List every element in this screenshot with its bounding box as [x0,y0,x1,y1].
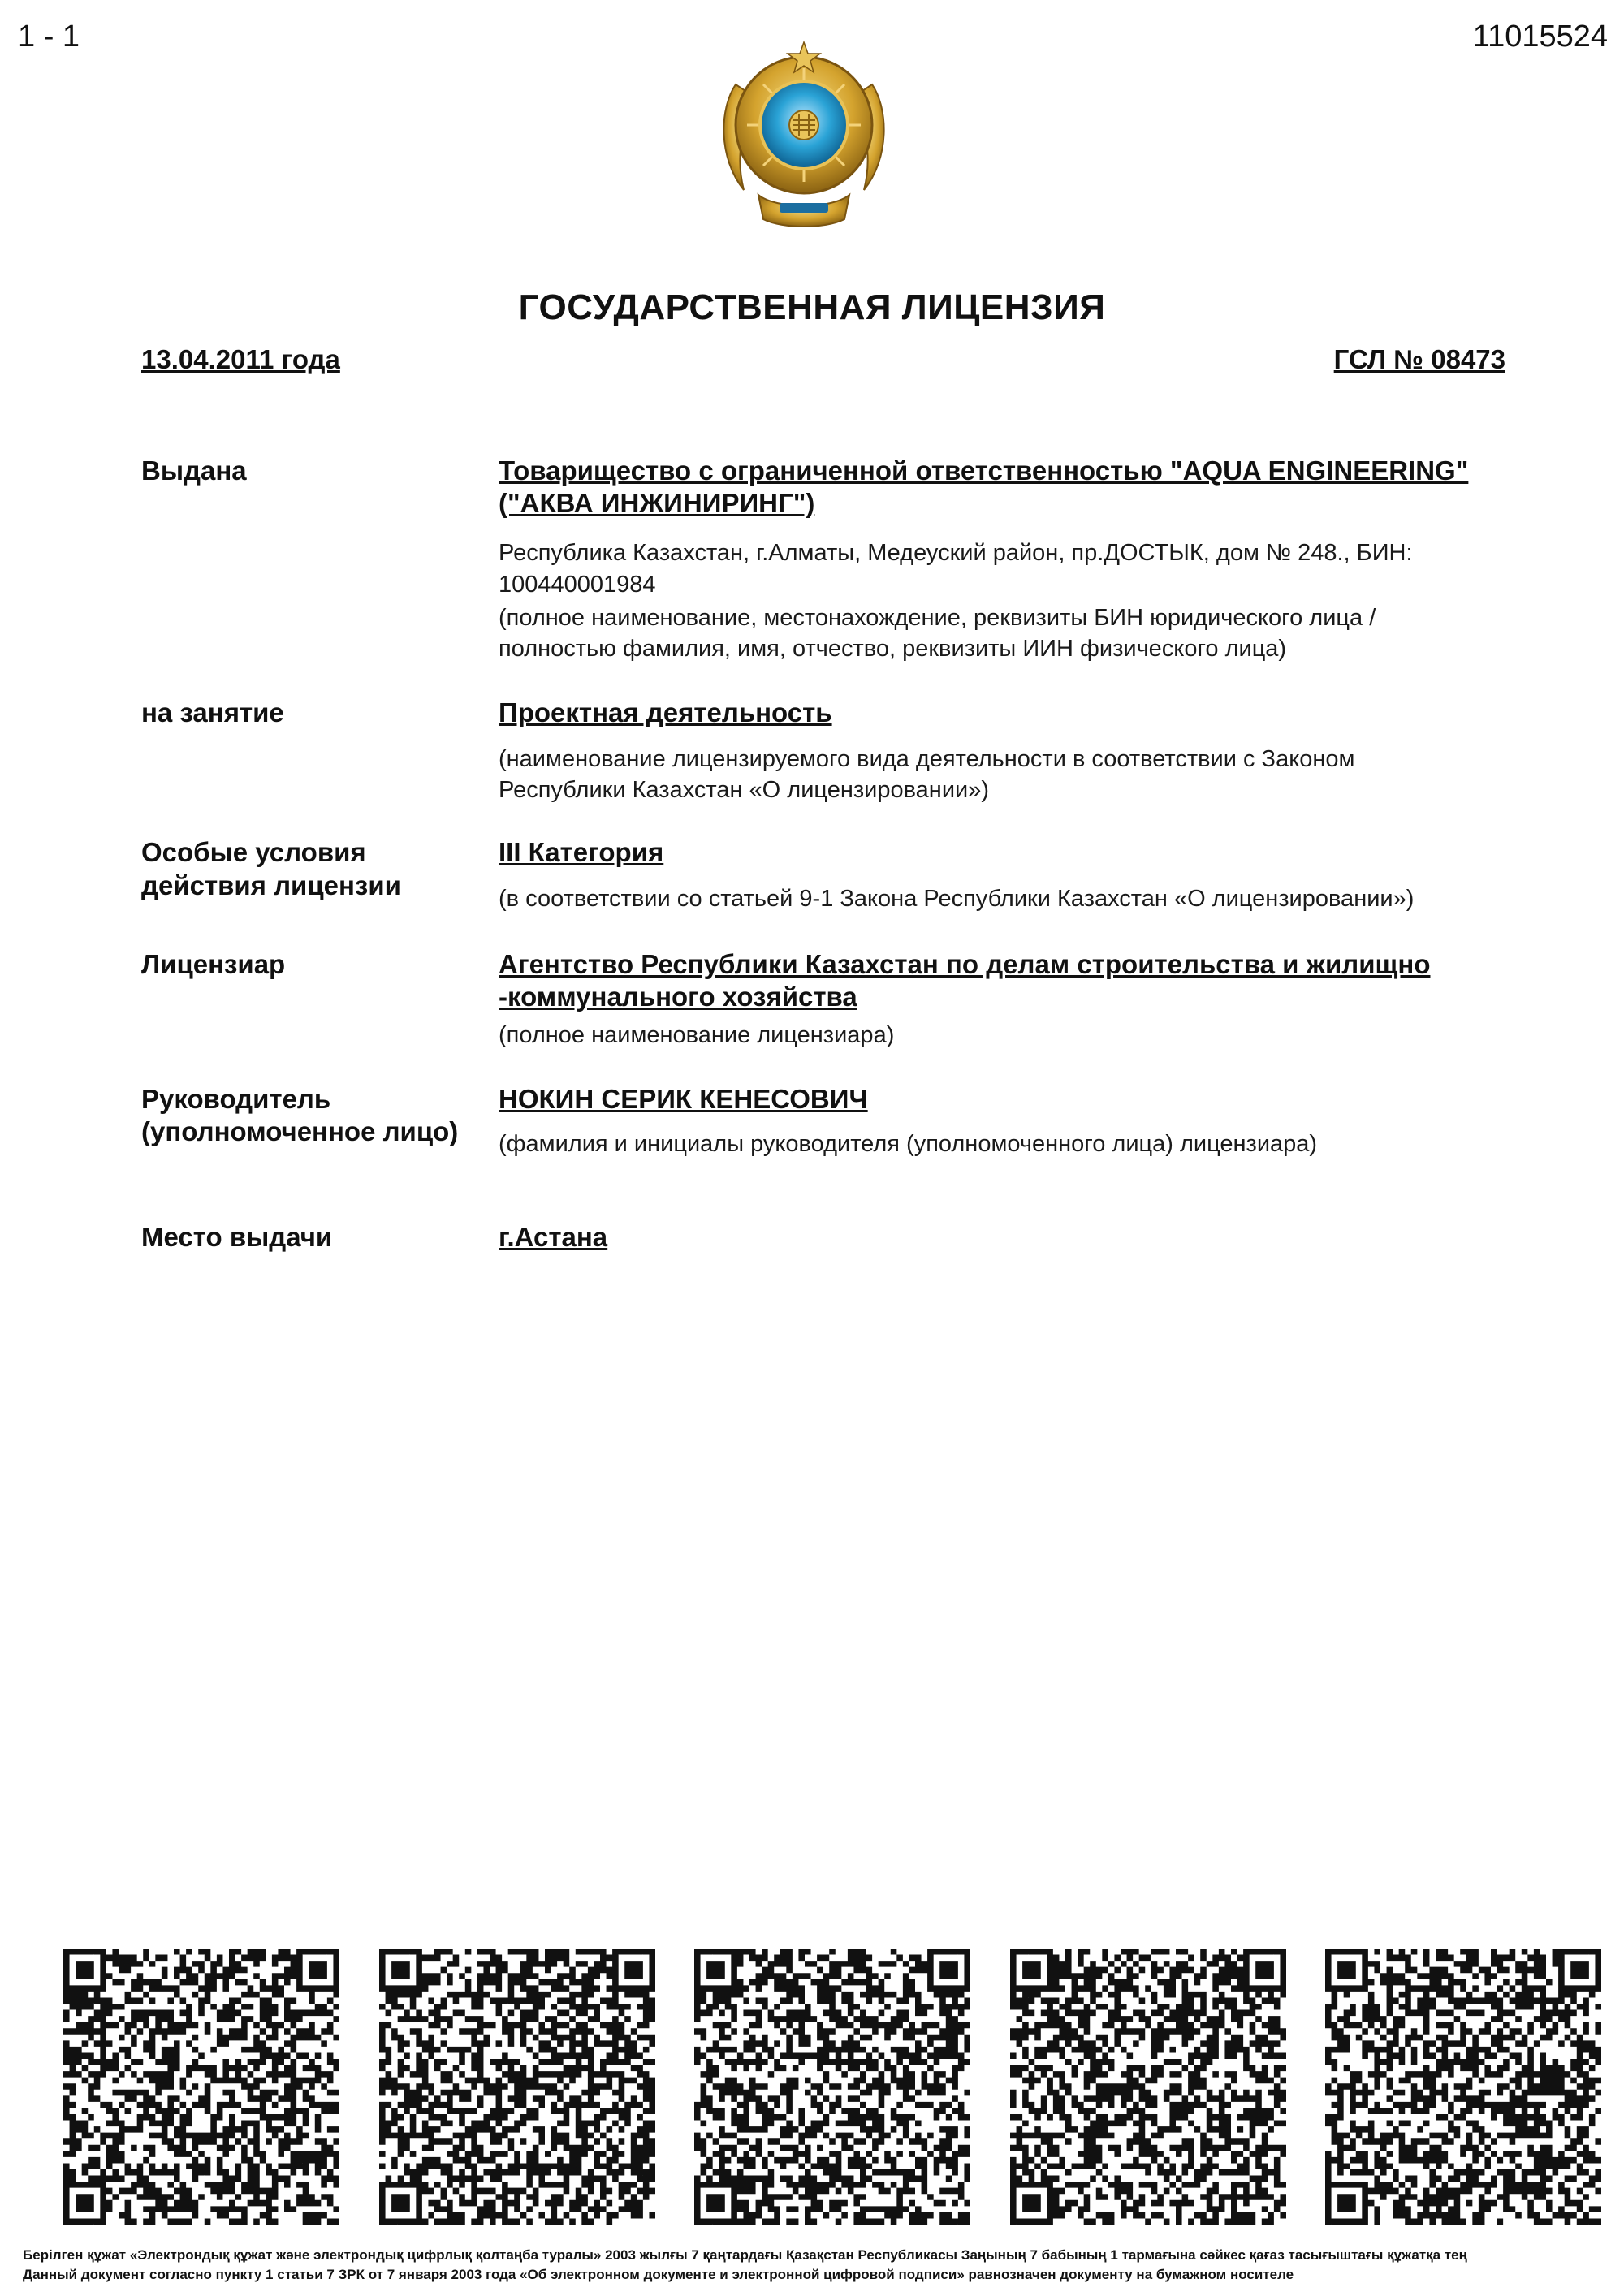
place-value: г.Астана [499,1222,608,1252]
qr-code-icon [1010,1949,1286,2225]
footer-line-ru: Данный документ согласно пункту 1 статьи 7 ЗРК от 7 января 2003 года «Об электронном документе и электронной цифровой подписи» равнозначен документу на бумажном носителе [23,2267,1294,2282]
activity-note-line1: (наименование лицензируемого вида деятельности в соответствии с Законом [499,746,1355,772]
document-number: 11015524 [1472,19,1608,54]
issue-date: 13.04.2011 года [141,344,340,374]
document-title: ГОСУДАРСТВЕННАЯ ЛИЦЕНЗИЯ [518,287,1106,327]
licensor-value-line2: -коммунального хозяйства [499,982,857,1012]
special-conditions-label-line1: Особые условия [141,837,366,867]
licensee-address-line2: 100440001984 [499,572,656,598]
licensor-label: Лицензиар [141,949,286,979]
licensee-name-line2: ("АКВА ИНЖИНИРИНГ") [499,488,815,518]
licensor-value-line1: Агентство Республики Казахстан по делам строительства и жилищно [499,949,1431,979]
issued-to-label: Выдана [141,455,247,486]
page-counter: 1 - 1 [18,19,80,54]
head-note: (фамилия и инициалы руководителя (уполномоченного лица) лицензиара) [499,1131,1318,1157]
legal-footer [23,2246,1614,2285]
footer-line-kz: Берілген құжат «Электрондық құжат және электрондық цифрлық қолтаңба туралы» 2003 жылғы 7 қаңтардағы Қазақстан Республикасы Заңының 7 бабының 1 тармағына сәйкес қағаз тасығыштағы құжатқа тең [23,2247,1467,2263]
qr-code-icon [63,1949,339,2225]
special-conditions-note: (в соответствии со статьей 9-1 Закона Республики Казахстан «О лицензировании») [499,886,1415,912]
licensee-name-line1: Товарищество с ограниченной ответственностью "AQUA ENGINEERING" [499,455,1469,486]
activity-value: Проектная деятельность [499,697,832,727]
head-label-line2: (уполномоченное лицо) [141,1116,459,1146]
licensor-note: (полное наименование лицензиара) [499,1022,895,1048]
qr-code-icon [379,1949,655,2225]
licensee-address-line1: Республика Казахстан, г.Алматы, Медеуский район, пр.ДОСТЫК, дом № 248., БИН: [499,540,1413,566]
activity-label: на занятие [141,697,284,727]
special-conditions-value: III Категория [499,837,664,867]
qr-code-icon [694,1949,970,2225]
special-conditions-label-line2: действия лицензии [141,870,401,900]
licensee-note-line2: полностью фамилия, имя, отчество, реквизиты ИИН физического лица) [499,636,1287,662]
activity-note-line2: Республики Казахстан «О лицензировании») [499,777,990,803]
licensee-note-line1: (полное наименование, местонахождение, реквизиты БИН юридического лица / [499,605,1376,631]
kazakhstan-state-emblem-icon [711,36,896,234]
head-label-line1: Руководитель [141,1084,331,1114]
qr-code-row [63,1949,1601,2225]
license-number: ГСЛ № 08473 [1333,344,1505,374]
place-label: Место выдачи [141,1222,333,1252]
qr-code-icon [1325,1949,1601,2225]
head-name: НОКИН СЕРИК КЕНЕСОВИЧ [499,1084,868,1114]
